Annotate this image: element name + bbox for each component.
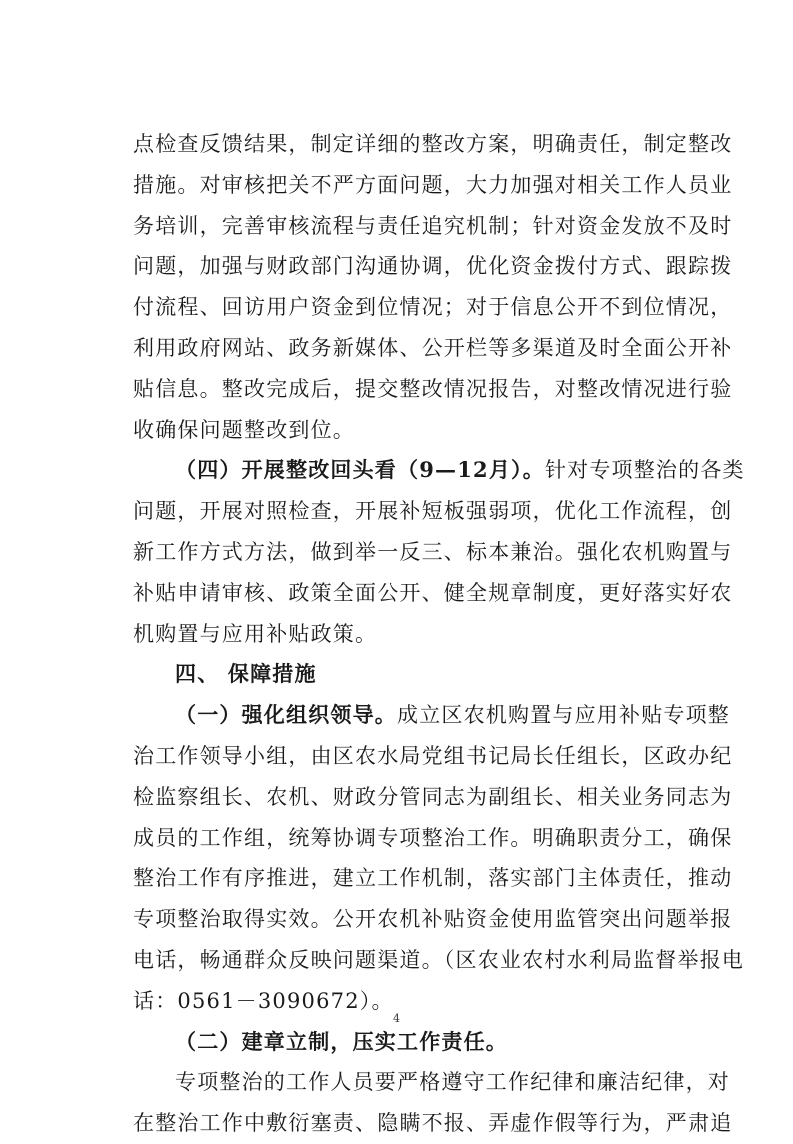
body-text: 利用政府网站、政务新媒体、公开栏等多渠道及时全面公开补 — [133, 335, 733, 360]
text-line — [133, 1062, 730, 1103]
text-line — [133, 450, 745, 491]
body-text: 务培训，完善审核流程与责任追究机制；针对资金发放不及时 — [133, 213, 733, 238]
text-line — [133, 124, 733, 165]
body-text: 新工作方式方法，做到举一反三、标本兼治。强化农机购置与 — [133, 539, 733, 564]
body-text: 付流程、回访用户资金到位情况；对于信息公开不到位情况， — [133, 295, 733, 320]
text-line — [133, 532, 733, 573]
text-line — [133, 777, 733, 818]
text-line — [133, 614, 673, 655]
body-text: 治工作领导小组，由区农水局党组书记局长任组长，区政办纪 — [133, 743, 733, 768]
body-text: 专项整治取得实效。公开农机补贴资金使用监管突出问题举报 — [133, 907, 733, 932]
body-text: 机购置与应用补贴政策。 — [133, 621, 378, 646]
body-text: 成员的工作组，统筹协调专项整治工作。明确职责分工，确保 — [133, 825, 733, 850]
body-text: 针对专项整治的各类 — [544, 458, 745, 483]
bold-heading-text: （一）强化组织领导。 — [175, 702, 397, 728]
body-text: 收确保问题整改到位。 — [133, 417, 355, 442]
text-line — [133, 818, 733, 859]
text-line — [133, 1022, 673, 1063]
body-text: 点检查反馈结果，制定详细的整改方案，明确责任，制定整改 — [133, 132, 733, 156]
body-text: 在整治工作中敷衍塞责、隐瞒不报、弄虚作假等行为，严肃追 — [133, 1111, 733, 1136]
body-text: 问题，加强与财政部门沟通协调，优化资金拨付方式、跟踪拨 — [133, 254, 733, 279]
bold-heading-text: （二）建章立制，压实工作责任。 — [175, 1028, 508, 1054]
body-text: 补贴申请审核、政策全面公开、健全规章制度，更好落实好农 — [133, 580, 733, 605]
text-line — [133, 369, 733, 410]
text-line — [133, 287, 733, 328]
text-line — [133, 165, 733, 206]
body-text: 电话，畅通群众反映问题渠道。（区农业农村水利局监督举报电 — [133, 947, 745, 972]
text-line — [133, 695, 730, 736]
body-text: 问题，开展对照检查，开展补短板强弱项，优化工作流程，创 — [133, 499, 733, 524]
body-text: 贴信息。整改完成后，提交整改情况报告，对整改情况进行验 — [133, 376, 733, 401]
text-line — [133, 736, 733, 777]
text-line — [133, 491, 733, 532]
body-text: 成立区农机购置与应用补贴专项整 — [397, 703, 730, 728]
text-line — [133, 328, 733, 369]
body-text: 专项整治的工作人员要严格遵守工作纪律和廉洁纪律，对 — [175, 1070, 730, 1095]
text-line — [133, 246, 733, 287]
body-text: 话：0561－3090672）。 — [133, 988, 394, 1013]
body-text: 整治工作有序推进，建立工作机制，落实部门主体责任，推动 — [133, 866, 733, 891]
bold-heading-text: 四、 保障措施 — [175, 661, 317, 687]
text-line — [133, 654, 673, 695]
text-line — [133, 940, 745, 981]
text-line — [133, 899, 733, 940]
bold-heading-text: （四）开展整改回头看（9—12月）。 — [175, 457, 545, 483]
body-text: 措施。对审核把关不严方面问题，大力加强对相关工作人员业 — [133, 172, 733, 197]
text-line — [133, 410, 673, 451]
page-number: 4 — [393, 1012, 400, 1025]
body-text: 检监察组长、农机、财政分管同志为副组长、相关业务同志为 — [133, 784, 733, 809]
text-line — [133, 1103, 733, 1144]
text-line — [133, 573, 733, 614]
text-line — [133, 206, 733, 247]
document-body — [133, 124, 745, 1144]
text-line — [133, 858, 733, 899]
